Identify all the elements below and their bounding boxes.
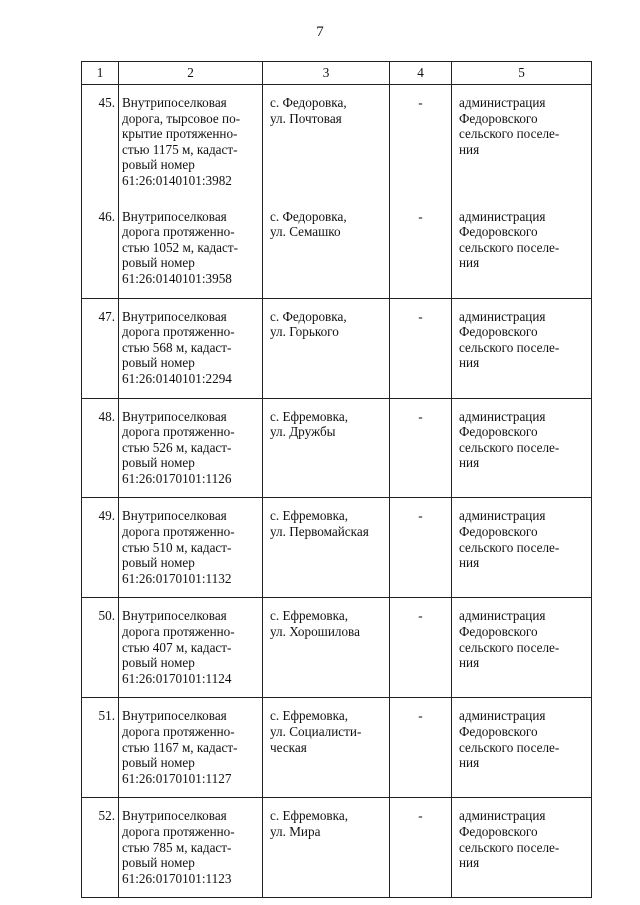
column-header: 5 <box>452 62 592 85</box>
road-description-line: дорога протяженно- <box>122 424 235 440</box>
road-description <box>119 798 263 898</box>
road-owner-line: ния <box>459 755 480 771</box>
column-4-value: - <box>390 85 452 199</box>
road-description-line: Внутрипоселковая <box>122 308 227 324</box>
road-description-line: Внутрипоселковая <box>122 808 227 824</box>
row-number: 52. <box>82 798 119 898</box>
road-location-line: ул. Горького <box>270 324 339 340</box>
road-location-line: с. Федоровка, <box>270 95 347 110</box>
road-location-line: с. Ефремовка, <box>270 708 349 724</box>
road-description-line: стью 1175 м, кадаст- <box>122 141 238 157</box>
road-owner-line: Федоровского <box>459 110 538 126</box>
road-description-line: дорога протяженно- <box>122 724 235 739</box>
road-owner <box>452 398 592 498</box>
table-row <box>82 698 592 798</box>
road-description-line: Внутрипоселковая <box>122 508 227 524</box>
road-owner-line: сельского поселе- <box>459 539 560 555</box>
road-description-line: стью 785 м, кадаст- <box>122 839 232 855</box>
road-owner-line: ния <box>459 455 480 471</box>
road-description-line: стью 1052 м, кадаст- <box>122 239 239 255</box>
road-location <box>263 498 390 598</box>
road-description-line: ровый номер <box>122 555 195 571</box>
road-location-line: ул. Дружбы <box>270 424 336 440</box>
road-description-line: 61:26:0170101:1132 <box>122 570 232 586</box>
table-row <box>82 598 592 698</box>
road-owner-line: ния <box>459 855 480 871</box>
road-location-line: ул. Первомайская <box>270 524 369 540</box>
road-owner <box>452 498 592 598</box>
column-4-value: - <box>390 698 452 798</box>
column-header: 3 <box>263 62 390 85</box>
road-owner-line: сельского поселе- <box>459 126 560 142</box>
road-description-line: 61:26:0170101:1124 <box>122 670 232 686</box>
road-location-line: с. Федоровка, <box>270 208 347 224</box>
road-description-line: стью 407 м, кадаст- <box>122 639 232 655</box>
road-location-line: с. Ефремовка, <box>270 408 349 424</box>
road-location <box>263 199 390 298</box>
table-row <box>82 199 592 298</box>
road-owner-line: ния <box>459 141 480 157</box>
row-number: 48. <box>82 398 119 498</box>
column-4-value: - <box>390 398 452 498</box>
road-location <box>263 85 390 199</box>
road-location-line: ул. Почтовая <box>270 110 342 126</box>
road-owner <box>452 199 592 298</box>
road-description-line: 61:26:0170101:1123 <box>122 870 232 886</box>
table-row <box>82 298 592 398</box>
registry-table <box>81 61 592 898</box>
road-owner <box>452 598 592 698</box>
road-owner-line: сельского поселе- <box>459 739 560 755</box>
road-description-line: ровый номер <box>122 455 195 471</box>
road-owner-line: администрация <box>459 508 546 524</box>
road-description <box>119 298 263 398</box>
road-description <box>119 698 263 798</box>
road-location-line: с. Ефремовка, <box>270 608 349 624</box>
road-owner-line: ния <box>459 555 480 571</box>
road-owner-line: администрация <box>459 208 546 224</box>
road-owner-line: сельского поселе- <box>459 339 560 355</box>
road-location-line: ческая <box>270 739 307 755</box>
row-number: 46. <box>82 199 119 298</box>
road-description-line: Внутрипоселковая <box>122 708 227 724</box>
road-owner-line: Федоровского <box>459 424 538 440</box>
road-description-line: дорога протяженно- <box>122 624 235 640</box>
table-row <box>82 498 592 598</box>
column-header: 2 <box>119 62 263 85</box>
road-description-line: стью 526 м, кадаст- <box>122 439 232 455</box>
road-owner-line: Федоровского <box>459 823 538 839</box>
column-header: 4 <box>390 62 452 85</box>
table-row <box>82 798 592 898</box>
road-description-line: ровый номер <box>122 255 195 271</box>
road-owner-line: сельского поселе- <box>459 239 560 255</box>
road-owner-line: администрация <box>459 708 546 724</box>
road-description-line: 61:26:0140101:2294 <box>122 370 232 386</box>
table-row <box>82 85 592 199</box>
road-owner-line: ния <box>459 355 480 371</box>
road-location-line: ул. Социалисти- <box>270 724 362 739</box>
table-body <box>82 85 592 898</box>
road-owner <box>452 298 592 398</box>
road-owner <box>452 85 592 199</box>
road-location <box>263 298 390 398</box>
road-location-line: ул. Мира <box>270 823 321 839</box>
road-location-line: с. Федоровка, <box>270 308 347 324</box>
road-location <box>263 798 390 898</box>
road-description-line: стью 510 м, кадаст- <box>122 539 232 555</box>
road-location-line: с. Ефремовка, <box>270 808 349 824</box>
road-location-line: с. Ефремовка, <box>270 508 349 524</box>
road-description-line: дорога протяженно- <box>122 324 235 340</box>
road-description-line: ровый номер <box>122 855 195 871</box>
road-owner-line: Федоровского <box>459 324 538 340</box>
road-description-line: дорога протяженно- <box>122 224 235 240</box>
row-number: 47. <box>82 298 119 398</box>
road-owner-line: ния <box>459 255 480 271</box>
road-description <box>119 85 263 199</box>
road-description-line: крытие протяженно- <box>122 126 238 142</box>
row-number: 49. <box>82 498 119 598</box>
road-description-line: дорога протяженно- <box>122 823 235 839</box>
column-4-value: - <box>390 498 452 598</box>
road-owner <box>452 698 592 798</box>
road-description-line: ровый номер <box>122 157 195 173</box>
road-owner-line: Федоровского <box>459 624 538 640</box>
road-owner-line: Федоровского <box>459 724 538 739</box>
road-description-line: Внутрипоселковая <box>122 95 227 110</box>
road-owner-line: ния <box>459 655 480 671</box>
road-description-line: Внутрипоселковая <box>122 408 227 424</box>
road-owner-line: Федоровского <box>459 224 538 240</box>
column-4-value: - <box>390 199 452 298</box>
row-number: 45. <box>82 85 119 199</box>
road-owner-line: администрация <box>459 608 546 624</box>
road-description <box>119 498 263 598</box>
road-owner-line: сельского поселе- <box>459 839 560 855</box>
road-description <box>119 598 263 698</box>
row-number: 50. <box>82 598 119 698</box>
column-header: 1 <box>82 62 119 85</box>
road-description-line: Внутрипоселковая <box>122 608 227 624</box>
road-description <box>119 199 263 298</box>
table-header-row <box>82 62 592 85</box>
column-4-value: - <box>390 598 452 698</box>
road-description-line: стью 568 м, кадаст- <box>122 339 232 355</box>
road-description <box>119 398 263 498</box>
road-owner-line: Федоровского <box>459 524 538 540</box>
road-description-line: дорога, тырсовое по- <box>122 110 241 126</box>
row-number: 51. <box>82 698 119 798</box>
road-owner <box>452 798 592 898</box>
road-location <box>263 598 390 698</box>
road-description-line: 61:26:0140101:3982 <box>122 172 232 188</box>
road-description-line: 61:26:0170101:1127 <box>122 770 232 786</box>
road-owner-line: администрация <box>459 408 546 424</box>
road-location <box>263 698 390 798</box>
road-owner-line: сельского поселе- <box>459 639 560 655</box>
road-location <box>263 398 390 498</box>
road-location-line: ул. Семашко <box>270 224 341 240</box>
road-description-line: дорога протяженно- <box>122 524 235 540</box>
page-number: 7 <box>316 24 324 40</box>
road-description-line: 61:26:0140101:3958 <box>122 270 232 286</box>
road-owner-line: администрация <box>459 95 546 110</box>
road-description-line: ровый номер <box>122 655 195 671</box>
road-owner-line: сельского поселе- <box>459 439 560 455</box>
road-location-line: ул. Хорошилова <box>270 624 360 640</box>
column-4-value: - <box>390 298 452 398</box>
road-description-line: 61:26:0170101:1126 <box>122 470 232 486</box>
road-description-line: стью 1167 м, кадаст- <box>122 739 238 755</box>
road-description-line: ровый номер <box>122 755 195 771</box>
road-description-line: ровый номер <box>122 355 195 371</box>
road-owner-line: администрация <box>459 808 546 824</box>
road-description-line: Внутрипоселковая <box>122 208 227 224</box>
road-owner-line: администрация <box>459 308 546 324</box>
table-row <box>82 398 592 498</box>
column-4-value: - <box>390 798 452 898</box>
